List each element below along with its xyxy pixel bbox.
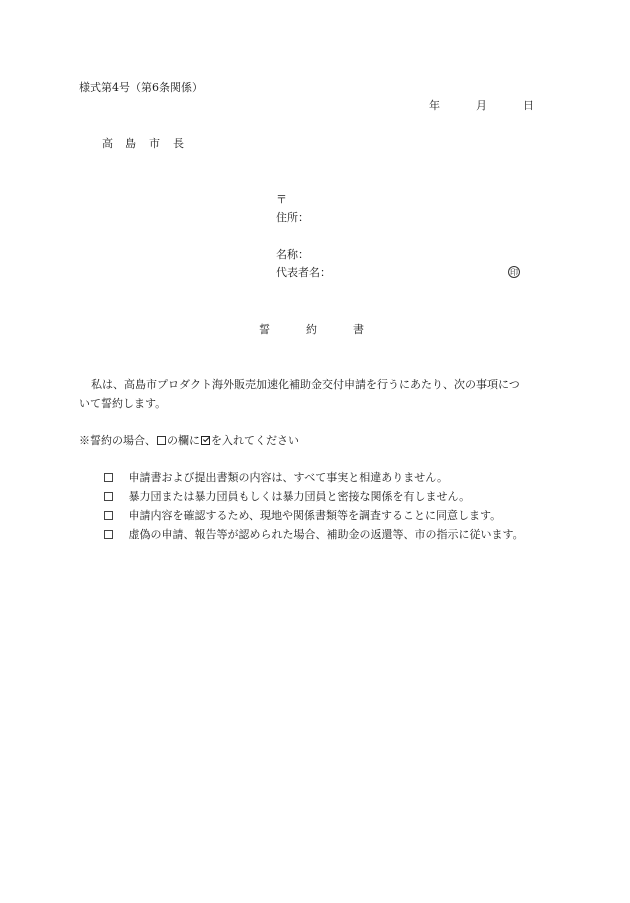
pledge-item[interactable]: 暴力団または暴力団員もしくは暴力団員と密接な関係を有しません。 (104, 490, 470, 504)
representative-label: 代表者名： (276, 266, 331, 279)
form-number: 様式第4号（第6条関係） (79, 81, 203, 94)
checkbox[interactable] (104, 511, 113, 520)
date-day: 日 (523, 99, 534, 112)
postal-mark: 〒 (276, 193, 287, 206)
checkbox[interactable] (104, 530, 113, 539)
instruction-note: ※誓約の場合、 の欄に を入れてください (79, 434, 299, 447)
date-year: 年 (429, 99, 440, 112)
pledge-item[interactable]: 申請書および提出書類の内容は、すべて事実と相違ありません。 (104, 471, 448, 485)
pledge-item[interactable]: 虚偽の申請、報告等が認められた場合、補助金の返還等、市の指示に従います。 (104, 528, 524, 542)
date-month: 月 (476, 99, 487, 112)
checkbox[interactable] (104, 473, 113, 482)
seal-icon: 印 (510, 268, 518, 277)
name-label: 名称： (276, 248, 309, 261)
pledge-item[interactable]: 申請内容を確認するため、現地や関係書類等を調査することに同意します。 (104, 509, 501, 523)
address-label: 住所： (276, 211, 309, 224)
checked-box-icon (201, 436, 210, 445)
checkbox[interactable] (104, 492, 113, 501)
empty-box-icon (157, 436, 166, 445)
